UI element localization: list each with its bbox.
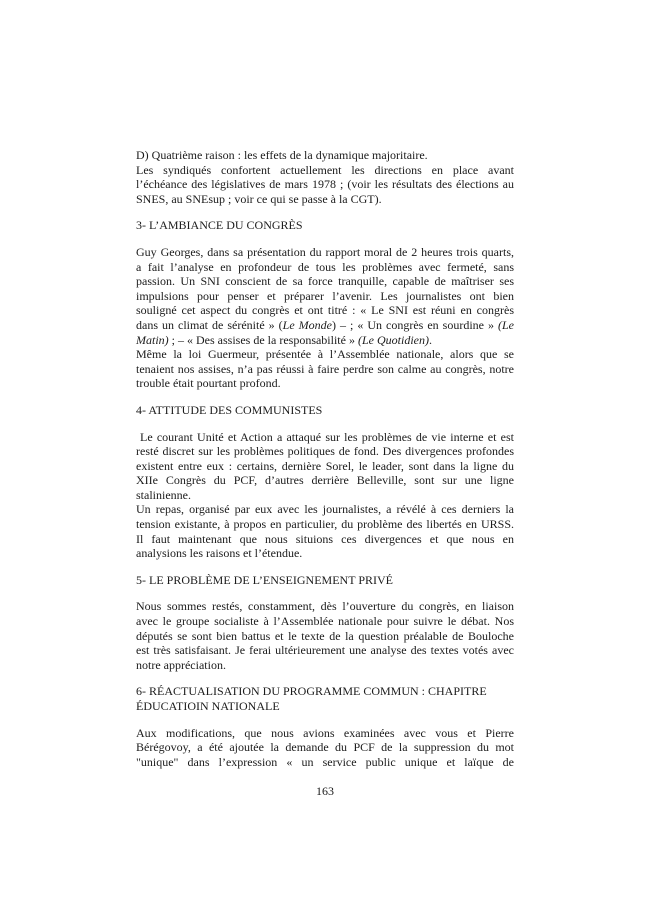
section-heading-enseignement-prive xyxy=(136,573,514,588)
text-line: trouble était pourtant profond. xyxy=(136,376,281,391)
journal-name: (Le xyxy=(498,317,514,332)
journal-name: Le Monde xyxy=(282,317,332,332)
heading-line: 3- L’AMBIANCE DU CONGRÈS xyxy=(136,218,303,233)
section-heading-communistes xyxy=(136,403,514,418)
text-line: souligné cet aspect du congrès et ont titré : « Le SNI est réuni en congrès xyxy=(136,303,514,318)
text-block xyxy=(136,148,514,799)
heading-line: 4- ATTITUDE DES COMMUNISTES xyxy=(136,402,323,417)
text-line: resté discret sur les problèmes politiques de fond. Des divergences profondes xyxy=(136,444,514,459)
heading-line: ÉDUCATIOIN NATIONALE xyxy=(136,699,280,713)
text-run: ; – « Des assises de la responsabilité » xyxy=(168,332,358,347)
text-run: . xyxy=(428,332,432,347)
text-run: dans un climat de sérénité » ( xyxy=(136,317,283,332)
text-line: Aux modifications, que nous avions examinées avec vous et Pierre xyxy=(136,725,514,740)
section-heading-ambiance xyxy=(136,218,514,233)
text-line: Le courant Unité et Action a attaqué sur les problèmes de vie interne et est xyxy=(140,429,514,444)
journal-name: Matin) xyxy=(136,332,169,347)
text-line: Les syndiqués confortent actuellement les directions en place avant xyxy=(136,162,514,177)
text-line: tension existante, à propos en particulier, du problème des libertés en URSS. xyxy=(136,517,514,532)
section-heading-programme-commun xyxy=(136,684,514,713)
text-line: Il faut maintenant que nous situions ces divergences et que nous en xyxy=(136,531,514,546)
text-line: Un repas, organisé par eux avec les journalistes, a révélé à ces derniers la xyxy=(136,502,514,517)
text-run: ) – ; « Un congrès en sourdine » xyxy=(331,317,498,332)
text-line: D) Quatrième raison : les effets de la dynamique majoritaire. xyxy=(136,148,428,162)
text-line: stalinienne. xyxy=(136,487,191,502)
text-line xyxy=(136,318,514,333)
text-line: SNES, au SNEsup ; voir ce qui se passe à la CGT). xyxy=(136,191,382,206)
text-line: notre appréciation. xyxy=(136,657,226,672)
text-line: existent entre eux : certains, dernière Sorel, le leader, sont dans la ligne du xyxy=(136,458,514,473)
paragraph-ambiance xyxy=(136,245,514,391)
text-line: Même la loi Guermeur, présentée à l’Assemblée nationale, alors que se xyxy=(136,347,514,362)
text-line: Bérégovoy, a été ajoutée la demande du PCF de la suppression du mot xyxy=(136,740,514,755)
text-line xyxy=(136,333,514,348)
text-line: Nous sommes restés, constamment, dès l’ouverture du congrès, en liaison xyxy=(136,599,514,614)
text-line: Guy Georges, dans sa présentation du rapport moral de 2 heures trois quarts, xyxy=(136,244,514,259)
text-line: passion. Un SNI conscient de sa force tranquille, capable de maîtriser ses xyxy=(136,274,514,289)
text-line: "unique" dans l’expression « un service public unique et laïque de xyxy=(136,754,514,769)
text-line: XIIe Congrès du PCF, d’autres derrière Belleville, sont sur une ligne xyxy=(136,473,514,488)
heading-line: 6- RÉACTUALISATION DU PROGRAMME COMMUN : CHAPITRE xyxy=(136,684,487,699)
heading-line: 5- LE PROBLÈME DE L’ENSEIGNEMENT PRIVÉ xyxy=(136,572,393,587)
paragraph-modifications xyxy=(136,726,514,770)
text-line: a fait l’analyse en profondeur de tous les problèmes avec fermeté, sans xyxy=(136,259,514,274)
paragraph-reason-d xyxy=(136,148,514,206)
text-line: analysions les raisons et l’étendue. xyxy=(136,546,303,561)
text-line: députés se sont bien battus et le texte de la question préalable de Bouloche xyxy=(136,628,514,643)
text-line: l’échéance des législatives de mars 1978 ; (voir les résultats des élections au xyxy=(136,177,514,192)
journal-name: (Le Quotidien) xyxy=(357,332,429,347)
page-number: 163 xyxy=(316,784,334,799)
paragraph-enseignement-prive xyxy=(136,599,514,672)
text-line: impulsions pour penser et préparer l’avenir. Les journalistes ont bien xyxy=(136,288,514,303)
paragraph-communistes xyxy=(136,430,514,561)
text-line: tenaient nos assises, n’a pas réussi à faire perdre son calme au congrès, notre xyxy=(136,361,514,376)
text-line: est très satisfaisant. Je ferai ultérieurement une analyse des textes votés avec xyxy=(136,643,514,658)
text-line: avec le groupe socialiste à l’Assemblée nationale pour suivre le débat. Nos xyxy=(136,614,514,629)
